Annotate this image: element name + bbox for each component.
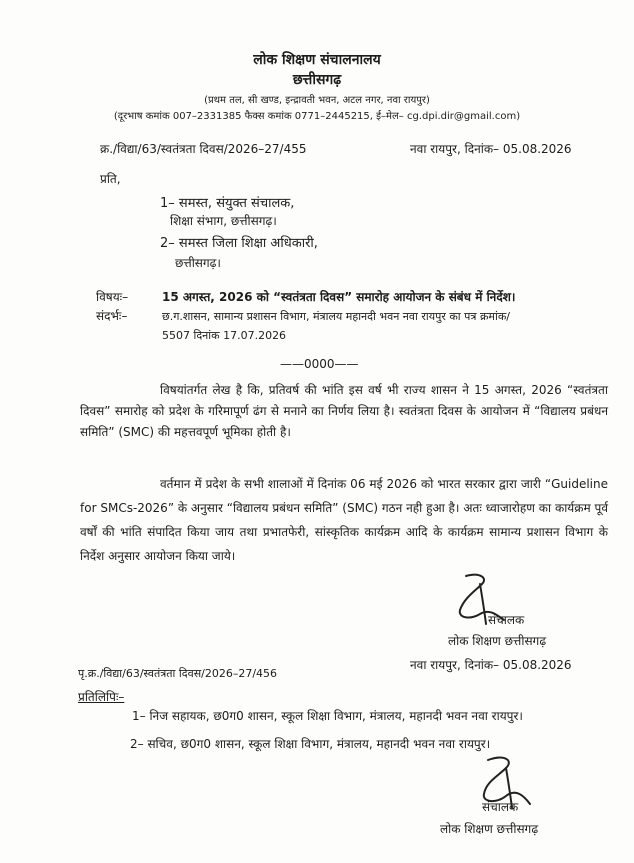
copy-to-label: प्रतिलिपिः– [78,690,125,704]
recipient-1-line1: 1– समस्त, संयुक्त संचालक, [160,196,295,211]
recipient-2-line2: छत्तीसगढ़। [175,256,221,270]
letter-ref-number: क्र./विद्या/63/स्वतंत्रता दिवस/2026–27/455 [100,142,307,156]
recipient-2-line1: 2– समस्त जिला शिक्षा अधिकारी, [160,236,318,251]
copy-item-1: 1– निज सहायक, छ0ग0 शासन, स्कूल शिक्षा विभाग, मंत्रालय, महानदी भवन नवा रायपुर। [132,709,523,723]
to-label: प्रति, [100,172,121,186]
body-paragraph-1: विषयांतर्गत लेख है कि, प्रतिवर्ष की भांति इस वर्ष भी राज्य शासन ने 15 अगस्त, 2026 “स्वतंत्रता दिवस” समारोह को प्रदेश के गरिमापूर्ण ढंग से मनाने का निर्णय लिया है। स्वतंत्रता दिवस के आयोजन में “विद्यालय प्रबंधन समिति” (SMC) की महत्तवपूर्ण भूमिका होती है। [80,383,608,439]
separator: ——0000—— [280,357,359,371]
signatory-1-title: संचालक [488,613,525,627]
letter-date: नवा रायपुर, दिनांक– 05.08.2026 [410,142,572,156]
signatory-2-org: लोक शिक्षण छत्तीसगढ़ [440,822,539,836]
office-address: (प्रथम तल, सी खण्ड, इन्द्रावती भवन, अटल नगर, नवा रायपुर) [204,95,430,106]
reference-line1: छ.ग.शासन, सामान्य प्रशासन विभाग, मंत्रालय महानदी भवन नवा रायपुर का पत्र क्रमांक/ [162,310,510,323]
body-paragraph-2: वर्तमान में प्रदेश के सभी शालाओं में दिनांक 06 मई 2026 को भारत सरकार द्वारा जारी “Guideline for SMCs-2026” के अनुसार “विद्यालय प्रबंधन समिति” (SMC) गठन नही हुआ है। अतः ध्वाजारोहण का कार्यक्रम पूर्व वर्षों की भांति संपादित किया जाय तथा प्रभातफेरी, सांस्कृतिक कार्यक्रम आदि के कार्यक्रम सामान्य प्रशासन विभाग के निर्देश अनुसार आयोजन किया जाये। [80,477,608,563]
recipient-1-line2: शिक्षा संभाग, छत्तीसगढ़। [170,214,277,228]
endorsement-date: नवा रायपुर, दिनांक– 05.08.2026 [410,658,572,672]
endorsement-ref-number: पृ.क्र./विद्या/63/स्वतंत्रता दिवस/2026–27/456 [78,667,278,680]
signatory-2-title: संचालक [482,800,519,814]
reference-label: संदर्भः– [96,309,128,323]
copy-item-2: 2– सचिव, छ0ग0 शासन, स्कूल शिक्षा विभाग, मंत्रालय, महानदी भवन नवा रायपुर। [130,737,491,751]
signatory-1-org: लोक शिक्षण छत्तीसगढ़ [448,634,547,648]
state-name: छत्तीसगढ़ [292,72,342,88]
org-name: लोक शिक्षण संचालनालय [253,52,381,68]
reference-line2: 5507 दिनांक 17.07.2026 [162,329,287,342]
subject-label: विषयः– [96,290,129,304]
contact-details: (दूरभाष कमांक 007–2331385 फैक्स कमांक 0771–2445215, ई–मेल– cg.dpi.dir@gmail.com) [113,111,521,122]
subject-text: 15 अगस्त, 2026 को “स्वतंत्रता दिवस” समारोह आयोजन के संबंध में निर्देश। [162,290,516,304]
